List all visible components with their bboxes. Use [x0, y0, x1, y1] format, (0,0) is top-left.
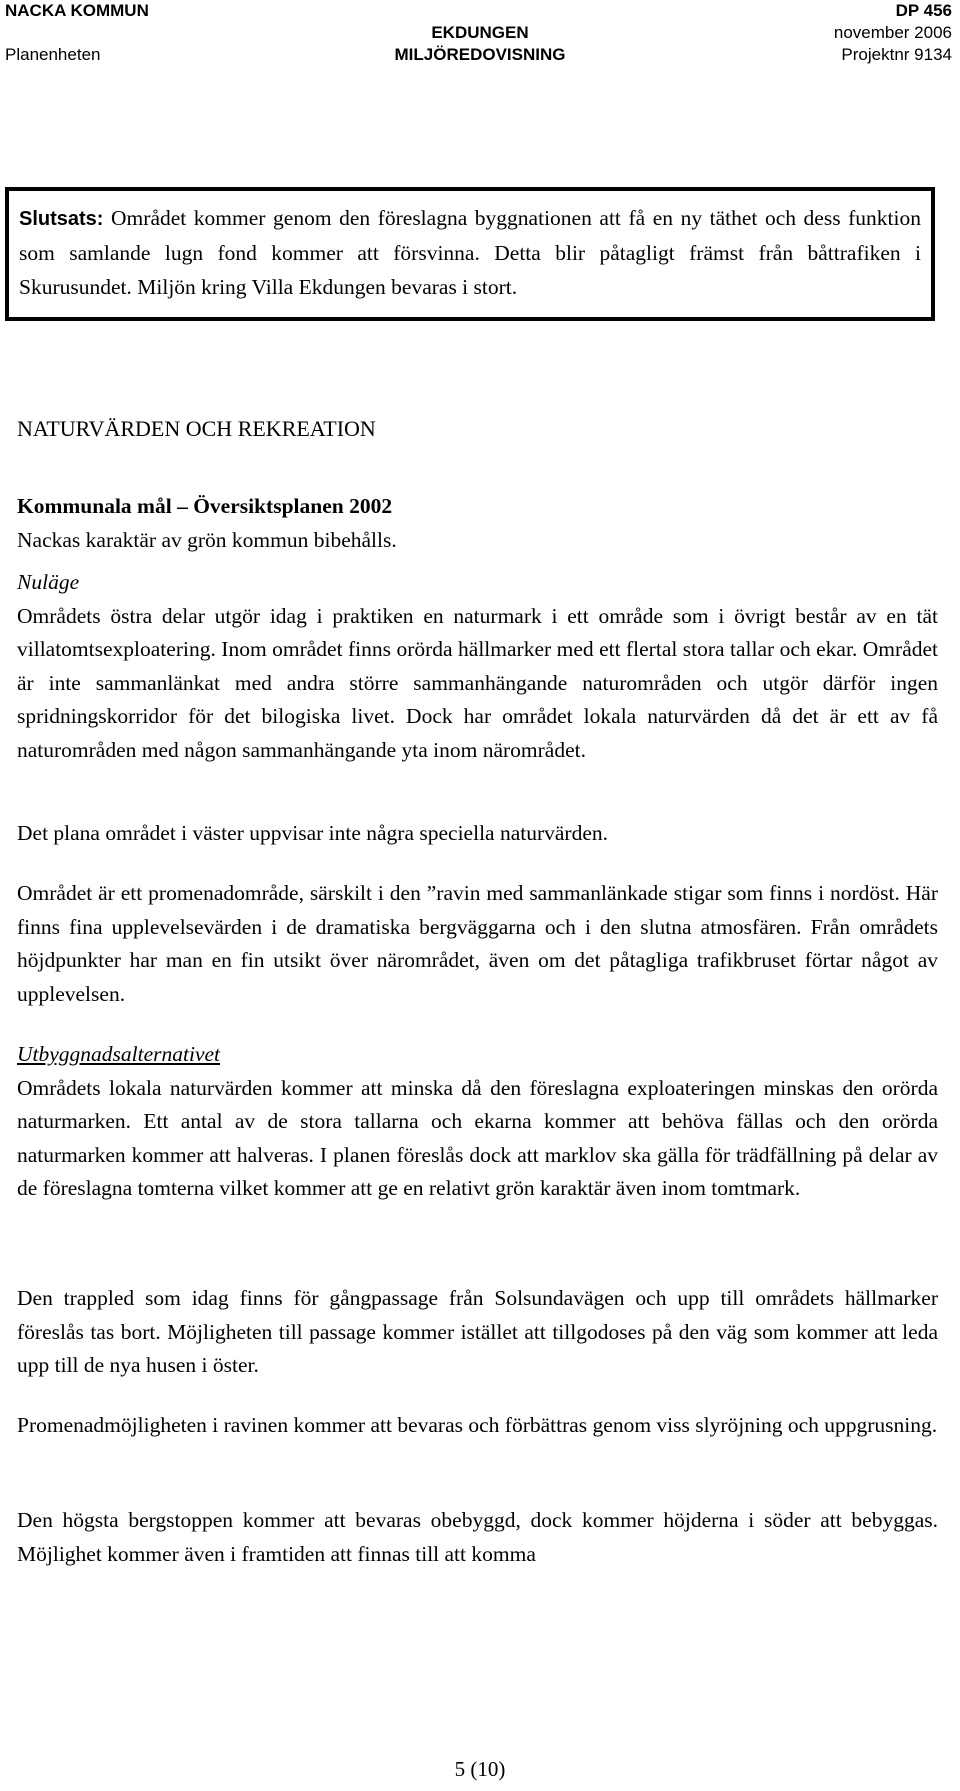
header-project: EKDUNGEN — [431, 23, 529, 42]
conclusion-box — [5, 187, 935, 321]
current-paragraph-3-block — [17, 877, 938, 1011]
header-date: november 2006 — [833, 23, 952, 42]
current-paragraph-2: Det plana området i väster uppvisar inte några speciella naturvärden. — [17, 821, 609, 845]
current-block — [17, 566, 938, 767]
header-doc-type: MILJÖREDOVISNING — [394, 45, 566, 64]
alt-paragraph-1: Områdets lokala naturvärden kommer att minska då den föreslagna exploateringen minskas den orörda naturmarken. Ett antal av de stora tallarna och ekarna kommer att behöva fällas och den orörda naturmarken kommer att halveras. I planen föreslås dock att marklov ska gälla för trädfällning på delar av de föreslagna tomterna vilket kommer att ge en relativt grön karaktär även inom tomtmark. — [17, 1075, 938, 1200]
header-row-2 — [0, 22, 960, 44]
alt-heading: Utbyggnadsalternativet — [17, 1042, 221, 1066]
alt-paragraph-3-block — [17, 1409, 938, 1443]
header-doc-no: DP 456 — [895, 1, 952, 20]
goal-text: Nackas karaktär av grön kommun bibehålls. — [17, 527, 397, 552]
alt-paragraph-3: Promenadmöjligheten i ravinen kommer att bevaras och förbättras genom viss slyröjning och uppgrusning. — [17, 1413, 938, 1437]
header-unit: Planenheten — [5, 45, 101, 64]
conclusion-label: Slutsats: — [19, 208, 104, 230]
header-project-no: Projektnr 9134 — [841, 45, 952, 64]
page-header — [0, 0, 960, 66]
current-paragraph-3: Området är ett promenadområde, särskilt i den ”ravin med sammanlänkade stigar som finns i nordöst. Här finns fina upplevelsevärden i de dramatiska bergväggarna och i den slutna atmosfären. Från områdets höjdpunkter har man en fin utsikt över närområdet, även om det påtagliga trafikbruset förtar något av upplevelsen. — [17, 881, 938, 1006]
goal-block — [17, 490, 938, 557]
current-paragraph-1: Områdets östra delar utgör idag i praktiken en naturmark i ett område som i övrigt består av en tät villatomtsexploatering. Inom området finns orörda hällmarker med ett flertal stora tallar och ekar. Området är inte sammanlänkat med andra större sammanhängande naturområden och utgör därför ingen spridningskorridor för det bilogiska livet. Dock har området lokala naturvärden då det är ett av få naturområden med någon sammanhängande yta inom närområdet. — [17, 603, 938, 762]
current-heading: Nuläge — [17, 570, 80, 594]
current-paragraph-2-block — [17, 817, 938, 851]
conclusion-text: Området kommer genom den föreslagna byggnationen att få en ny täthet och dess funktion som samlande lugn fond kommer att försvinna. Detta blir påtagligt främst från båttrafiken i Skurusundet. Miljön kring Villa Ekdungen bevaras i stort. — [19, 206, 921, 299]
goal-heading: Kommunala mål – Översiktsplanen 2002 — [17, 494, 393, 518]
section-title: NATURVÄRDEN OCH REKREATION — [17, 416, 376, 441]
alt-paragraph-4-block — [17, 1504, 938, 1571]
header-org: NACKA KOMMUN — [5, 1, 149, 20]
alt-paragraph-4: Den högsta bergstoppen kommer att bevaras obebyggd, dock kommer höjderna i söder att bebyggas. Möjlighet kommer även i framtiden att finnas till att komma — [17, 1508, 938, 1566]
alt-paragraph-2-block — [17, 1282, 938, 1383]
page-number: 5 (10) — [454, 1757, 506, 1781]
header-row-1 — [0, 0, 960, 22]
alt-block — [17, 1038, 938, 1206]
alt-paragraph-2: Den trappled som idag finns för gångpassage från Solsundavägen och upp till områdets hällmarker föreslås tas bort. Möjligheten till passage kommer istället att tillgodoses på den väg som kommer att leda upp till de nya husen i öster. — [17, 1286, 938, 1377]
header-row-3 — [0, 44, 960, 66]
